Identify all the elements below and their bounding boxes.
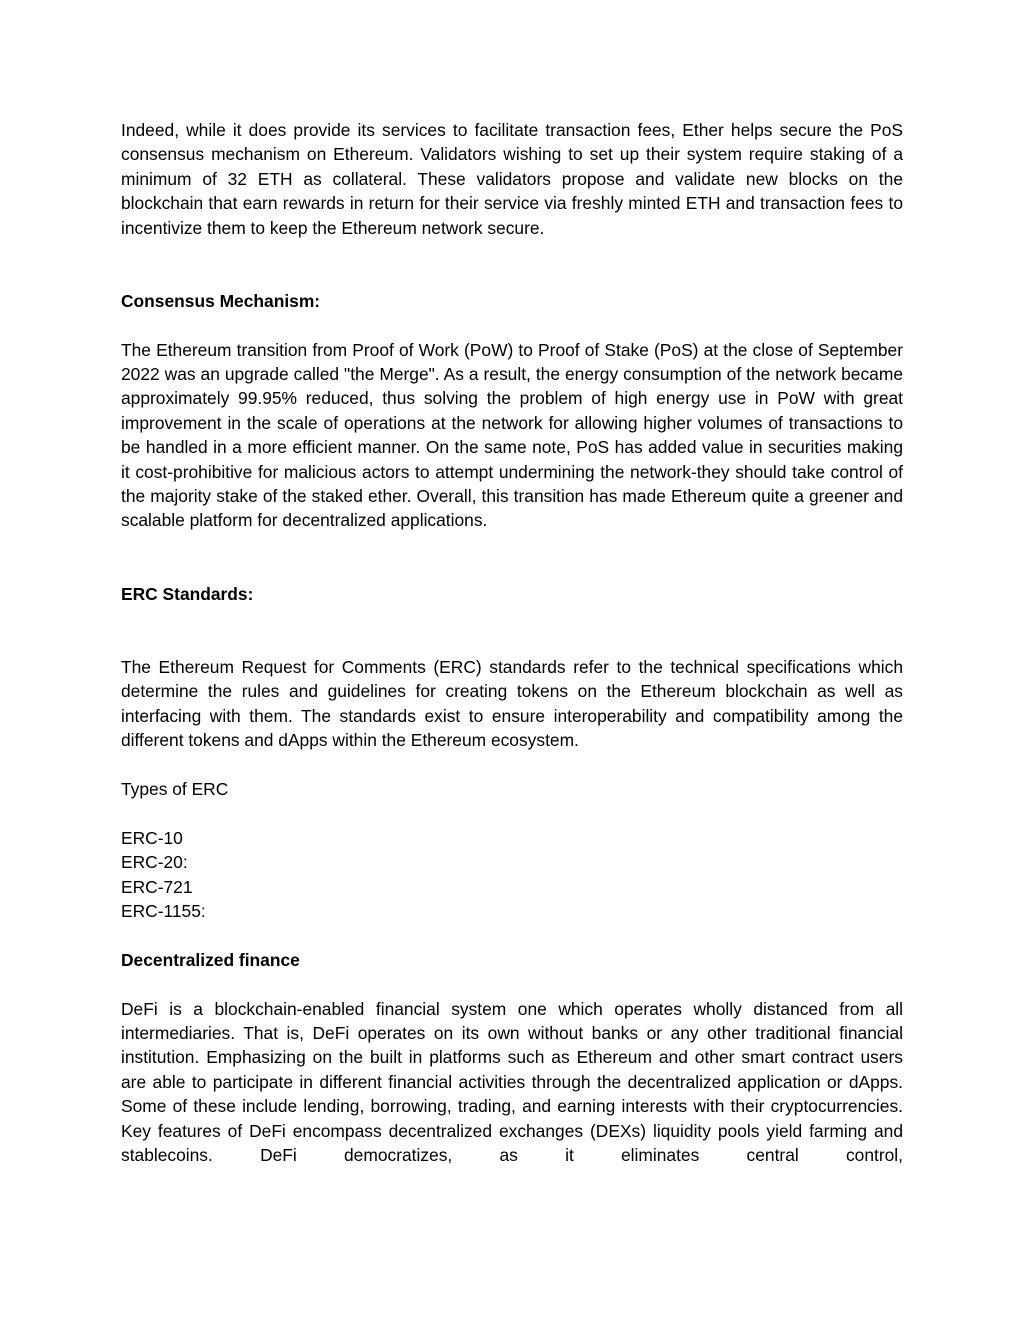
defi-paragraph: DeFi is a blockchain-enabled financial system one which operates wholly distanced from all intermediaries. That is, DeFi operates on its own without banks or any other traditional financial institution. Emphasizing on the built in platforms such as Ethereum and other smart contract users are able to participate in different financial activities through the decentralized application or dApps. Some of these include lending, borrowing, trading, and earning interests with their cryptocurrencies. Key features of DeFi encompass decentralized exchanges (DEXs) liquidity pools yield farming and stablecoins. DeFi democratizes, as it eliminates central control,: [121, 998, 903, 1165]
list-item: ERC-1155:: [121, 900, 206, 921]
spacer: [121, 313, 903, 337]
erc-types-label: Types of ERC: [121, 778, 229, 799]
erc-paragraph: The Ethereum Request for Comments (ERC) standards refer to the technical specifications which determine the rules and guidelines for creating tokens on the Ethereum blockchain as well as interfacing with them. The standards exist to ensure interoperability and compatibility among the different tokens and dApps within the Ethereum ecosystem.: [121, 656, 903, 751]
spacer: [121, 972, 903, 996]
spacer: [121, 240, 903, 289]
erc-types-list: [121, 826, 903, 924]
list-item: ERC-10: [121, 827, 183, 848]
spacer: [121, 606, 903, 655]
intro-paragraph: Indeed, while it does provide its services to facilitate transaction fees, Ether helps secure the PoS consensus mechanism on Ethereum. Validators wishing to set up their system require staking of a minimum of 32 ETH as collateral. These validators propose and validate new blocks on the blockchain that earn rewards in return for their service via freshly minted ETH and transaction fees to incentivize them to keep the Ethereum network secure.: [121, 120, 903, 238]
document-page: [121, 118, 903, 1167]
spacer: [121, 533, 903, 582]
erc-heading: ERC Standards:: [121, 583, 254, 604]
consensus-heading: Consensus Mechanism:: [121, 290, 321, 311]
consensus-paragraph: The Ethereum transition from Proof of Work (PoW) to Proof of Stake (PoS) at the close of September 2022 was an upgrade called "the Merge". As a result, the energy consumption of the network became approximately 99.95% reduced, thus solving the problem of high energy use in PoW with great improvement in the scale of operations at the network for allowing higher volumes of transactions to be handled in a more efficient manner. On the same note, PoS has added value in securities making it cost-prohibitive for malicious actors to attempt undermining the network-they should take control of the majority stake of the staked ether. Overall, this transition has made Ethereum quite a greener and scalable platform for decentralized applications.: [121, 339, 903, 531]
spacer: [121, 801, 903, 825]
defi-heading: Decentralized finance: [121, 949, 300, 970]
spacer: [121, 753, 903, 777]
list-item: ERC-721: [121, 876, 193, 897]
spacer: [121, 923, 903, 947]
list-item: ERC-20:: [121, 852, 188, 873]
